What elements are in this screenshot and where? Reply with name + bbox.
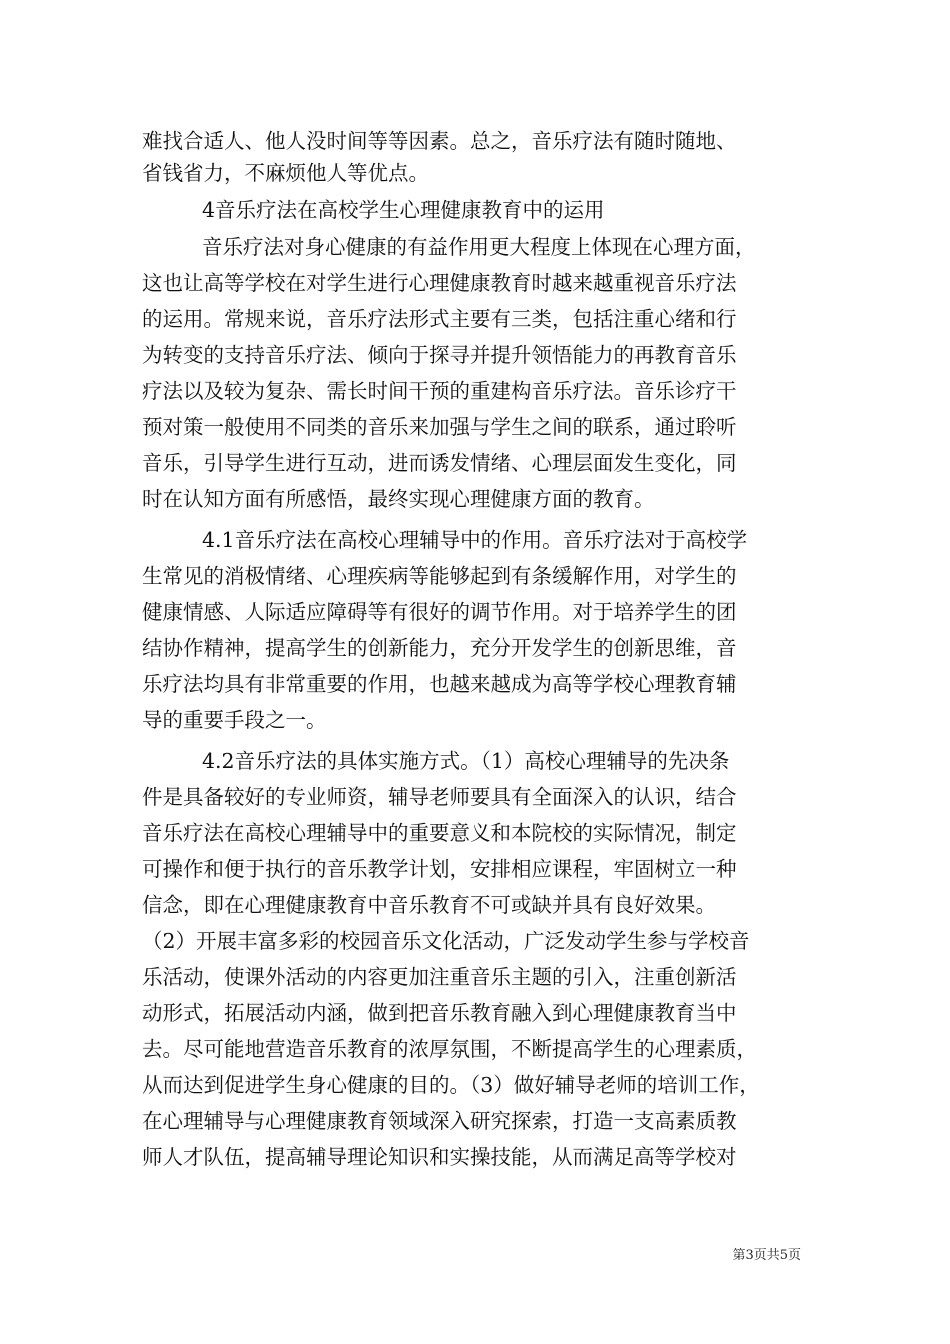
text-line: 信念，即在心理健康教育中音乐教育不可或缺并具有良好效果。 [142,893,716,917]
text-line: 时在认知方面有所感悟，最终实现心理健康方面的教育。 [142,487,655,511]
section-heading: 4音乐疗法在高校学生心理健康教育中的运用 [202,198,605,222]
text-line: 师人才队伍，提高辅导理论知识和实操技能，从而满足高等学校对 [142,1145,737,1169]
text-line: 4.2音乐疗法的具体实施方式。（1）高校心理辅导的先决条 [202,749,730,773]
text-line: 去。尽可能地营造音乐教育的浓厚氛围，不断提高学生的心理素质， [142,1037,757,1061]
text-line: 音乐疗法在高校心理辅导中的重要意义和本院校的实际情况，制定 [142,821,737,845]
text-line: 健康情感、人际适应障碍等有很好的调节作用。对于培养学生的团 [142,600,737,624]
text-line: 难找合适人、他人没时间等等因素。总之，音乐疗法有随时随地、 [142,129,737,153]
text-line: 4.1音乐疗法在高校心理辅导中的作用。音乐疗法对于高校学 [202,528,748,552]
text-line: 结协作精神，提高学生的创新能力，充分开发学生的创新思维，音 [142,636,737,660]
text-line: 省钱省力，不麻烦他人等优点。 [142,161,429,185]
text-line: 为转变的支持音乐疗法、倾向于探寻并提升领悟能力的再教育音乐 [142,343,737,367]
text-line: 可操作和便于执行的音乐教学计划，安排相应课程，牢固树立一种 [142,857,737,881]
text-line: 从而达到促进学生身心健康的目的。（3）做好辅导老师的培训工作， [142,1073,760,1097]
text-line: 导的重要手段之一。 [142,708,327,732]
text-line: 音乐，引导学生进行互动，进而诱发情绪、心理层面发生变化，同 [142,451,737,475]
text-line: 疗法以及较为复杂、需长时间干预的重建构音乐疗法。音乐诊疗干 [142,379,737,403]
text-line: 乐活动，使课外活动的内容更加注重音乐主题的引入，注重创新活 [142,965,737,989]
text-line: 音乐疗法对身心健康的有益作用更大程度上体现在心理方面， [202,235,756,259]
text-line: 动形式，拓展活动内涵，做到把音乐教育融入到心理健康教育当中 [142,1001,737,1025]
text-line: 这也让高等学校在对学生进行心理健康教育时越来越重视音乐疗法 [142,271,737,295]
text-line: 生常见的消极情绪、心理疾病等能够起到有条缓解作用，对学生的 [142,564,737,588]
text-line: 在心理辅导与心理健康教育领域深入研究探索，打造一支高素质教 [142,1109,737,1133]
text-line: 预对策一般使用不同类的音乐来加强与学生之间的联系，通过聆听 [142,415,737,439]
page-number: 第3页共5页 [732,1248,801,1263]
text-line: （2）开展丰富多彩的校园音乐文化活动，广泛发动学生参与学校音 [142,929,750,953]
text-line: 的运用。常规来说，音乐疗法形式主要有三类，包括注重心绪和行 [142,307,737,331]
text-line: 件是具备较好的专业师资，辅导老师要具有全面深入的认识，结合 [142,785,737,809]
text-line: 乐疗法均具有非常重要的作用，也越来越成为高等学校心理教育辅 [142,672,737,696]
